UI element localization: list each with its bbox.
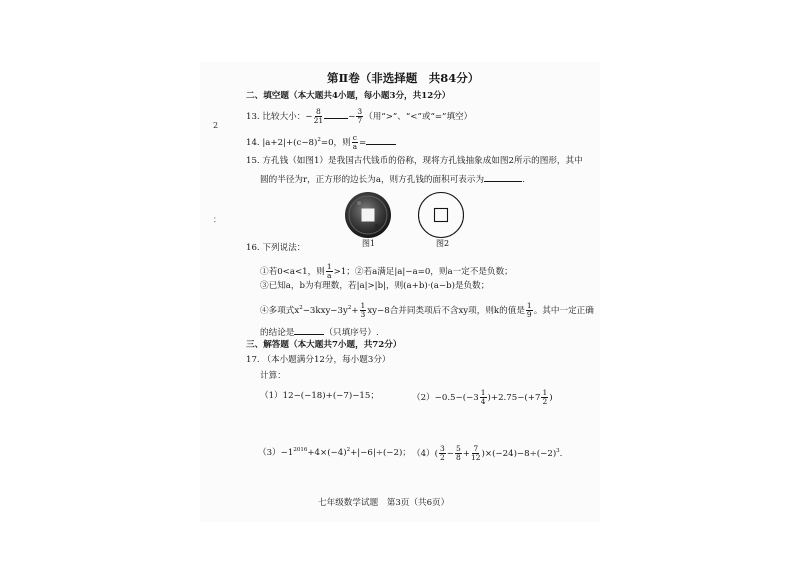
q17-p4-m1: − (446, 448, 454, 459)
q17-compute-label: 计算： (260, 371, 286, 381)
q14-exponent: 2 (317, 137, 321, 144)
q14-suffix: = (358, 137, 367, 148)
q17-p2-f2-denominator: 2 (542, 396, 548, 406)
question-14 (246, 134, 396, 151)
page-footer: 七年级数学试题 第3页（共6页） (318, 498, 450, 508)
q14-fraction (352, 134, 358, 151)
q17-p4-f3-numerator: 7 (473, 444, 479, 453)
q14-prefix: 14. |a+2|+(c−8) (246, 137, 318, 148)
q17-p2-b: )+2.75−(+7 (487, 392, 541, 403)
q16-s4-fraction-2 (526, 302, 533, 319)
q16-conclusion-a: 的结论是 (260, 328, 295, 338)
q16-statement-3: ③已知a，b为有理数，若|a|>|b|，则(a+b)·(a−b)是负数； (260, 281, 490, 291)
q16-s4-a: ④多项式x (260, 305, 300, 316)
q17-p4-a: （4）( (412, 448, 439, 459)
q14-mid: =0，则 (320, 137, 351, 148)
q13-f1-denominator: 21 (313, 115, 324, 125)
q16-conclusion-b: （只填序号）. (324, 328, 379, 338)
q13-answer-blank[interactable] (324, 110, 348, 119)
question-15-line-2: 圆的半径为r，正方形的边长为a，则方孔钱的面积可表示为 . (260, 175, 525, 185)
q13-suffix: （用“>”、“<”或“=”填空） (364, 111, 473, 122)
q13-f2-denominator: 7 (357, 115, 363, 125)
q16-statement-1 (260, 263, 513, 280)
q17-p4-f2-denominator: 8 (456, 452, 461, 462)
q16-s1-fraction (326, 263, 333, 280)
q16-s4-f1-numerator: 1 (360, 301, 366, 310)
q13-fraction-2 (356, 108, 363, 125)
figure-2-label: 图2 (436, 239, 450, 248)
q17-p2-c: ) (549, 392, 553, 403)
q17-p3-exp2: 2 (346, 447, 351, 453)
q17-part-3 (258, 448, 411, 457)
q17-p4-f1-denominator: 2 (440, 452, 445, 462)
q14-answer-blank[interactable] (366, 136, 396, 145)
question-16-intro: 16. 下列说法： (246, 243, 306, 253)
question-15-line-1: 15. 方孔钱（如图1）是我国古代钱币的俗称，现将方孔钱抽象成如图2所示的图形，其中 (246, 156, 583, 166)
question-13 (246, 108, 472, 125)
q17-p4-exp: 3 (556, 448, 560, 455)
q16-s4-d: xy−8合并同类项后不含xy项，则k的值是 (367, 305, 525, 316)
section-title: 第Ⅱ卷（非选择题 共84分） (327, 71, 480, 85)
question-17-header: 17. （本小题满分12分，每小题3分） (246, 355, 391, 365)
ancient-coin-photo (344, 191, 392, 239)
q16-s1-a: ①若0<a<1，则 (260, 266, 325, 277)
q17-p4-f3-denominator: 12 (470, 452, 481, 462)
fill-in-heading: 二、填空题（本大题共4小题，每小题3分，共12分） (246, 91, 451, 101)
q17-p4-f2-numerator: 5 (456, 444, 461, 453)
q17-p4-fraction-1 (439, 445, 446, 462)
q17-p4-b: )×(−24)−8÷(−2) (481, 448, 557, 459)
q13-fraction-1 (314, 108, 324, 125)
q16-s4-exp2: 2 (347, 305, 352, 312)
q17-p4-f1-numerator: 3 (440, 444, 445, 453)
q16-s4-exp1: 2 (299, 305, 303, 312)
q16-statement-4 (260, 302, 594, 319)
q17-p4-fraction-3 (471, 445, 481, 462)
q14-denominator: a (352, 141, 358, 151)
q17-p2-f1-denominator: 4 (480, 396, 486, 406)
q16-s4-b: −3kxy−3y (302, 305, 348, 316)
margin-mark: 2 (213, 121, 219, 130)
margin-mark: ： (213, 215, 221, 224)
q14-numerator: c (352, 133, 357, 142)
q16-s1-b: >1；②若a满足|a|−a=0，则a一定不是负数； (333, 266, 513, 277)
q16-s1-denominator: a (326, 270, 332, 280)
q15-text: 圆的半径为r，正方形的边长为a，则方孔钱的面积可表示为 (260, 175, 485, 185)
answer-section-heading: 三、解答题（本大题共7小题，共72分） (246, 340, 402, 350)
q17-p3-a: （3）−1 (258, 447, 294, 458)
q17-part-2 (412, 389, 553, 406)
q16-s4-f1-denominator: 3 (360, 309, 366, 319)
q16-s1-numerator: 1 (326, 262, 332, 271)
q16-conclusion (260, 326, 379, 338)
q17-p4-m2: + (462, 448, 470, 459)
q16-s4-c: + (351, 305, 359, 316)
q17-p4-c: . (559, 448, 563, 459)
q17-p2-f1-numerator: 1 (480, 388, 486, 397)
coin-diagram (417, 191, 465, 239)
q15-answer-blank[interactable] (484, 173, 522, 182)
q13-prefix: 13. 比较大小：− (246, 111, 313, 122)
q17-p2-f2-numerator: 1 (542, 388, 548, 397)
q16-s4-f2-numerator: 1 (526, 301, 532, 310)
q16-s4-e: 。其中一定正确 (533, 305, 594, 316)
q16-s4-fraction-1 (360, 302, 367, 319)
q17-p2-fraction-1 (480, 389, 487, 406)
q13-f2-numerator: 3 (357, 107, 363, 116)
q17-p3-b: +4×(−4) (307, 447, 347, 458)
q17-part-1: （1）12−(−18)+(−7)−15； (260, 391, 379, 401)
q17-p4-fraction-2 (455, 445, 462, 462)
q13-f1-numerator: 8 (315, 107, 321, 116)
figure-1-label: 图1 (362, 239, 376, 248)
q16-s4-f2-denominator: 9 (526, 309, 532, 319)
q17-p2-fraction-2 (541, 389, 548, 406)
q17-p3-c: +|−6|÷(−2)； (350, 447, 411, 458)
q13-mid: − (348, 111, 356, 122)
q17-part-4 (412, 445, 562, 462)
q17-p2-a: （2）−0.5−(−3 (412, 392, 479, 403)
q17-p3-exp: 2016 (293, 447, 308, 453)
q16-answer-blank[interactable] (294, 326, 324, 335)
